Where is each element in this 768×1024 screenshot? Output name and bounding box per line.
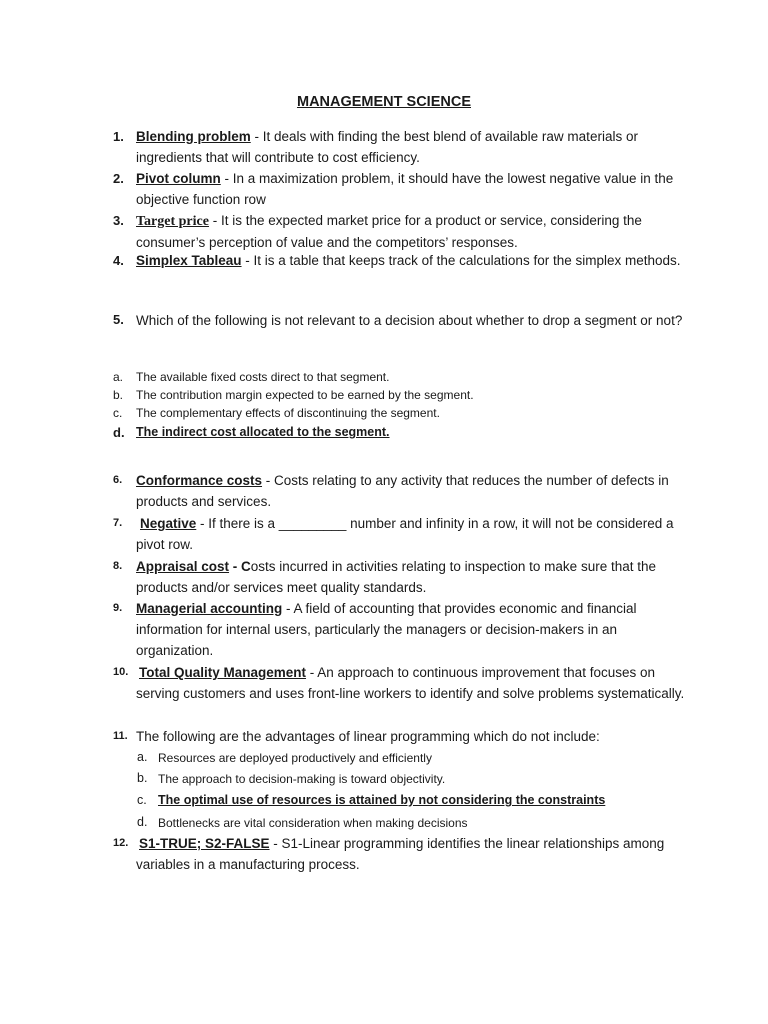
term: Negative (140, 516, 197, 531)
definition-lead: - C (229, 559, 251, 574)
item-number: 6. (113, 474, 123, 486)
definition: - If there is a _________ number and infinity in a row, it will not be considered a pivot row. (136, 516, 674, 552)
option-letter: d. (137, 815, 148, 829)
definition: osts incurred in activities relating to inspection to make sure that the products and/or services meet quality standards. (136, 559, 656, 595)
definition: - It is a table that keeps track of the calculations for the simplex methods. (241, 253, 681, 268)
item-body (136, 210, 696, 253)
item-number: 5. (113, 312, 124, 327)
definition: - It deals with finding the best blend of available raw materials or ingredients that will contribute to cost efficiency. (136, 129, 638, 165)
item-body (136, 513, 696, 555)
item-body (136, 556, 696, 598)
option-text: Resources are deployed productively and efficiently (158, 751, 432, 765)
term: Blending problem (136, 129, 251, 144)
item-body (136, 126, 696, 168)
option-letter: a. (113, 370, 124, 384)
item-number: 12. (113, 837, 129, 849)
option-text: The available fixed costs direct to that segment. (136, 370, 390, 384)
term: Conformance costs (136, 473, 263, 488)
option-text: The approach to decision-making is toward objectivity. (158, 772, 446, 786)
question-text: Which of the following is not relevant to a decision about whether to drop a segment or not? (136, 313, 683, 328)
term: Target price (136, 214, 209, 229)
item-number: 3. (113, 213, 124, 228)
item-body (136, 250, 696, 271)
option-letter: a. (137, 750, 148, 764)
question-text: The following are the advantages of linear programming which do not include: (136, 729, 600, 744)
term: Total Quality Management (139, 665, 307, 680)
item-body (136, 470, 696, 512)
item-number: 9. (113, 602, 123, 614)
item-number: 7. (113, 517, 123, 529)
item-body (136, 598, 696, 661)
definition: - S1-Linear programming identifies the linear relationships among variables in a manufacturing process. (136, 836, 665, 872)
term: Managerial accounting (136, 601, 283, 616)
option-text: Bottlenecks are vital consideration when making decisions (158, 816, 468, 830)
option-letter: c. (113, 406, 123, 420)
definition: - An approach to continuous improvement that focuses on serving customers and uses front-line workers to identify and solve problems systematically. (136, 665, 685, 701)
definition: - In a maximization problem, it should have the lowest negative value in the objective function row (136, 171, 674, 207)
item-body (136, 833, 696, 875)
item-number: 10. (113, 666, 129, 678)
definition: - It is the expected market price for a product or service, considering the consumer’s perception of value and the competitors’ responses. (136, 213, 642, 250)
item-body (136, 662, 696, 704)
item-number: 8. (113, 560, 123, 572)
item-number: 4. (113, 253, 124, 268)
option-letter: d. (113, 425, 125, 440)
term: Appraisal cost (136, 559, 230, 574)
option-text-answer: The indirect cost allocated to the segment. (136, 425, 390, 439)
term: Simplex Tableau (136, 253, 242, 268)
option-text: The complementary effects of discontinuing the segment. (136, 406, 440, 420)
option-letter: b. (137, 771, 148, 785)
item-body (136, 168, 696, 210)
item-number: 1. (113, 129, 124, 144)
option-text-answer: The optimal use of resources is attained by not considering the constraints (158, 793, 606, 807)
option-letter: b. (113, 388, 124, 402)
definition: - Costs relating to any activity that reduces the number of defects in products and services. (136, 473, 669, 509)
option-letter: c. (137, 793, 147, 807)
option-text: The contribution margin expected to be earned by the segment. (136, 388, 474, 402)
term: S1-TRUE; S2-FALSE (139, 836, 270, 851)
definition: - A field of accounting that provides economic and financial information for internal users, particularly the managers or decision-makers in an organization. (136, 601, 637, 658)
item-number: 2. (113, 171, 124, 186)
term: Pivot column (136, 171, 221, 186)
document-title: MANAGEMENT SCIENCE (296, 94, 471, 110)
item-number: 11. (113, 730, 128, 742)
